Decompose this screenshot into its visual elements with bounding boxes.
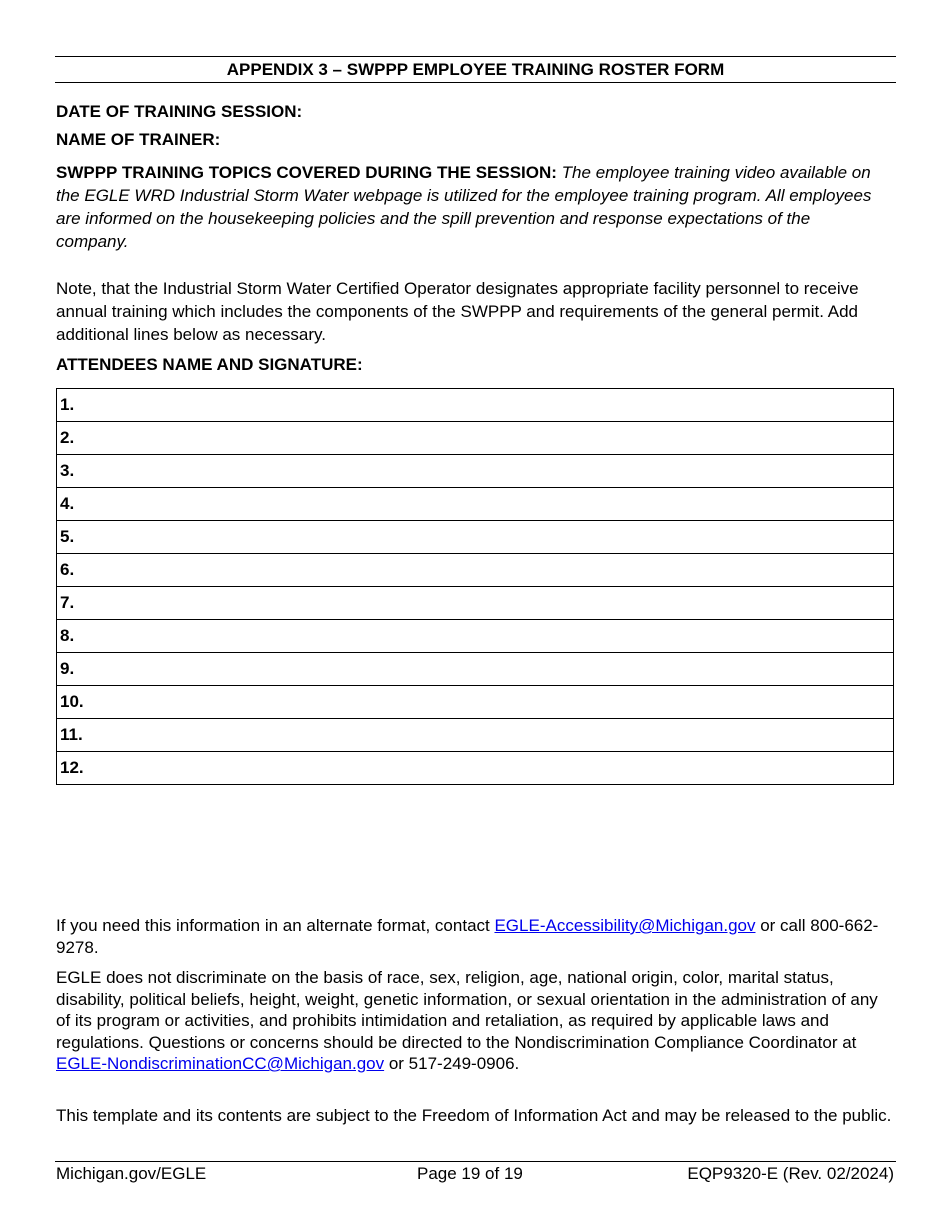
roster-row [57,422,894,455]
footer-website: Michigan.gov/EGLE [56,1164,207,1183]
training-topics-label: SWPPP TRAINING TOPICS COVERED DURING THE SESSION: [56,163,557,182]
training-topics-paragraph [56,161,876,253]
roster-cell[interactable]: 1. [57,389,894,422]
footer-form-id: EQP9320-E (Rev. 02/2024) [687,1164,894,1183]
roster-row [57,587,894,620]
roster-cell[interactable]: 6. [57,554,894,587]
date-of-training-label: DATE OF TRAINING SESSION: [56,102,303,121]
accessibility-suffix: or call 800-662-9278. [56,916,879,957]
roster-cell[interactable]: 12. [57,752,894,785]
nondiscrimination-suffix: or 517-249-0906. [384,1054,520,1073]
roster-cell[interactable]: 11. [57,719,894,752]
foia-notice: This template and its contents are subject to the Freedom of Information Act and may be released to the public. [56,1106,892,1125]
footer-page-number: Page 19 of 19 [417,1164,523,1183]
roster-row [57,488,894,521]
roster-cell[interactable]: 5. [57,521,894,554]
attendees-roster-table [56,388,894,785]
accessibility-prefix: If you need this information in an alternate format, contact [56,916,495,935]
roster-cell[interactable]: 4. [57,488,894,521]
roster-row [57,554,894,587]
nondiscrimination-email-link[interactable]: EGLE-NondiscriminationCC@Michigan.gov [56,1054,385,1073]
roster-cell[interactable]: 8. [57,620,894,653]
attendees-label: ATTENDEES NAME AND SIGNATURE: [56,355,363,374]
accessibility-notice [56,915,896,958]
roster-cell[interactable]: 7. [57,587,894,620]
roster-row [57,455,894,488]
roster-cell[interactable]: 9. [57,653,894,686]
accessibility-email-link[interactable]: EGLE-Accessibility@Michigan.gov [494,916,756,935]
nondiscrimination-prefix: EGLE does not discriminate on the basis of race, sex, religion, age, national origin, color, marital status, disability, political beliefs, height, weight, genetic information, or sexual orientation in the administration of any of its program or activities, and prohibits intimidation and retaliation, as required by applicable laws and regulations. Questions or concerns should be directed to the Nondiscrimination Compliance Coordinator at [56,968,878,1052]
roster-row [57,752,894,785]
roster-cell[interactable]: 2. [57,422,894,455]
roster-cell[interactable]: 3. [57,455,894,488]
page-footer [55,1161,896,1188]
roster-cell[interactable]: 10. [57,686,894,719]
roster-row [57,620,894,653]
training-note: Note, that the Industrial Storm Water Certified Operator designates appropriate facility personnel to receive annual training which includes the components of the SWPPP and requirements of the general permit. Add additional lines below as necessary. [56,279,859,344]
roster-row [57,653,894,686]
roster-row [57,686,894,719]
page-title: APPENDIX 3 – SWPPP EMPLOYEE TRAINING ROSTER FORM [55,56,896,83]
training-topics-text: The employee training video available on the EGLE WRD Industrial Storm Water webpage is utilized for the employee training program. All employees are informed on the housekeeping policies and the spill prevention and response expectations of the company. [56,163,872,251]
roster-row [57,389,894,422]
roster-row [57,719,894,752]
roster-row [57,521,894,554]
nondiscrimination-notice [56,967,896,1075]
name-of-trainer-label: NAME OF TRAINER: [56,130,221,149]
